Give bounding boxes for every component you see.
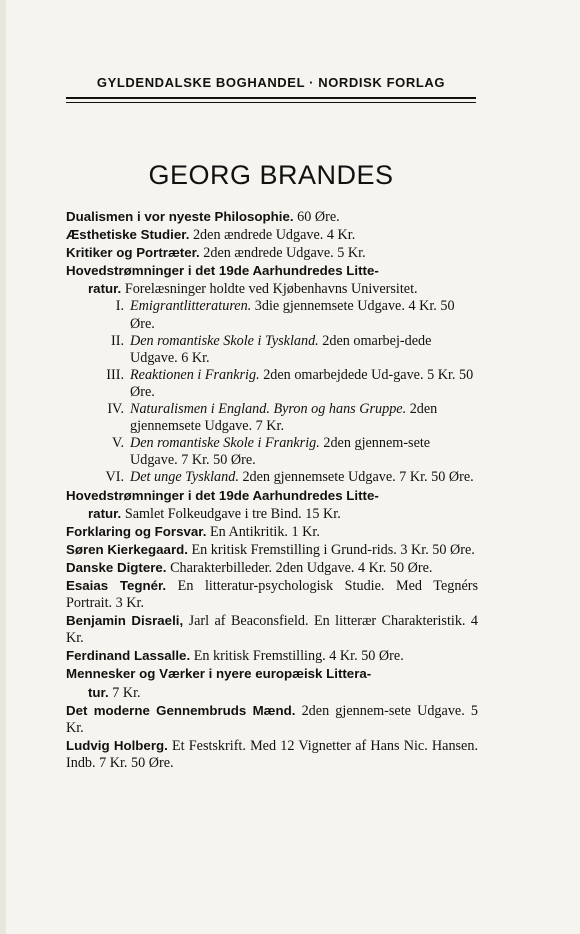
entry-details: 7 Kr.: [108, 684, 141, 701]
volume-details: 2den gjennemsete Udgave. 7 Kr. 50 Øre.: [238, 469, 474, 486]
entry-title: Forklaring og Forsvar.: [66, 523, 207, 539]
entry-details: 2den gjennem-sete Udgave. 5 Kr.: [66, 702, 478, 736]
volume-item: [66, 401, 478, 435]
entry-details: Samlet Folkeudgave i tre Bind. 15 Kr.: [121, 505, 341, 522]
list-item: [66, 702, 478, 737]
entry-title: Hovedstrømninger i det 19de Aarhundredes Litte-: [66, 263, 379, 279]
entry-continuation: [66, 684, 478, 702]
volume-details: 2den gjennemsete Udgave. 7 Kr.: [130, 401, 438, 435]
volume-number: I.: [115, 298, 124, 315]
entry-title: Benjamin Disraeli,: [66, 613, 184, 629]
entry-title: Det moderne Gennembruds Mænd.: [66, 702, 296, 718]
entry-details: Et Festskrift. Med 12 Vignetter af Hans Nic. Hansen. Indb. 7 Kr. 50 Øre.: [66, 737, 478, 771]
entry-details: 60 Øre.: [293, 209, 340, 225]
volume-number: VI.: [105, 469, 124, 486]
entry-title: Mennesker og Værker i nyere europæisk Littera-: [66, 666, 372, 682]
entry-title: Kritiker og Portræter.: [66, 245, 200, 261]
volume-details: 2den gjennem-sete Udgave. 7 Kr. 50 Øre.: [130, 435, 431, 469]
volume-title: Reaktionen i Frankrig.: [130, 366, 260, 383]
entry-title: Hovedstrømninger i det 19de Aarhundredes Litte-: [66, 487, 379, 503]
entry-title: Esaias Tegnér.: [66, 577, 167, 593]
list-item: [66, 647, 478, 665]
entry-details: En Antikritik. 1 Kr.: [206, 523, 320, 540]
list-item: [66, 737, 478, 772]
list-item: [66, 244, 478, 262]
volume-details: 3die gjennemsete Udgave. 4 Kr. 50 Øre.: [130, 298, 455, 332]
entry-details: Forelæsninger holdte ved Kjøbenhavns Universitet.: [121, 281, 418, 298]
entry-title: Dualismen i vor nyeste Philosophie.: [66, 209, 294, 224]
list-item: [66, 559, 478, 577]
entry-details: En kritisk Fremstilling. 4 Kr. 50 Øre.: [190, 648, 404, 665]
volume-title: Det unge Tyskland.: [130, 469, 239, 486]
volume-details: 2den omarbej-dede Udgave. 6 Kr.: [130, 332, 432, 366]
entry-title: Ferdinand Lassalle.: [66, 648, 191, 664]
header-rule-thin: [66, 102, 476, 103]
entry-title-cont: tur.: [88, 684, 109, 700]
volume-subtitle: Byron og hans Gruppe.: [269, 401, 407, 418]
list-item: [66, 523, 478, 541]
entry-details: Charakterbilleder. 2den Udgave. 4 Kr. 50 Øre.: [166, 559, 433, 576]
entry-details: En kritisk Fremstilling i Grund-rids. 3 Kr. 50 Øre.: [187, 541, 475, 558]
volume-item: [66, 435, 478, 469]
entry-details: 2den ændrede Udgave. 4 Kr.: [189, 227, 356, 244]
volume-item: [66, 333, 478, 367]
volume-title: Naturalismen i England.: [130, 401, 270, 418]
entry-details: Jarl af Beaconsfield. En litterær Charakteristik. 4 Kr.: [66, 613, 478, 647]
bibliography-list: [66, 208, 478, 772]
page-edge: [0, 0, 6, 934]
volume-item: [66, 469, 478, 486]
entry-title: Ludvig Holberg.: [66, 737, 168, 753]
volume-number: III.: [106, 366, 124, 383]
entry-continuation: [66, 280, 478, 298]
volume-item: [66, 298, 478, 332]
entry-title: Danske Digtere.: [66, 559, 167, 575]
entry-continuation: [66, 505, 478, 523]
volume-details: 2den omarbejdede Ud-gave. 5 Kr. 50 Øre.: [130, 366, 474, 400]
list-item: [66, 208, 478, 226]
volume-title: Den romantiske Skole i Frankrig.: [130, 435, 320, 452]
list-item: [66, 487, 478, 523]
volume-number: V.: [112, 435, 124, 452]
volume-number: II.: [111, 332, 124, 349]
author-title: GEORG BRANDES: [148, 160, 394, 190]
list-item: [66, 226, 478, 244]
list-item: [66, 577, 478, 612]
header-rule-thick: [66, 97, 476, 99]
volume-title: Den romantiske Skole i Tyskland.: [130, 332, 319, 349]
entry-details: En litteratur-psychologisk Studie. Med Tegnérs Portrait. 3 Kr.: [66, 577, 478, 612]
list-item: [66, 541, 478, 559]
list-item: [66, 262, 478, 298]
entry-title-cont: ratur.: [88, 505, 122, 521]
volume-item: [66, 367, 478, 401]
list-item: [66, 665, 478, 701]
entry-details: 2den ændrede Udgave. 5 Kr.: [199, 245, 366, 262]
entry-title: Søren Kierkegaard.: [66, 541, 188, 557]
volume-title: Emigrantlitteraturen.: [130, 298, 252, 315]
entry-title-cont: ratur.: [88, 281, 122, 297]
publisher-header: GYLDENDALSKE BOGHANDEL · NORDISK FORLAG: [96, 75, 446, 90]
volume-number: IV.: [107, 401, 124, 418]
list-item: [66, 612, 478, 647]
entry-title: Æsthetiske Studier.: [66, 227, 190, 243]
